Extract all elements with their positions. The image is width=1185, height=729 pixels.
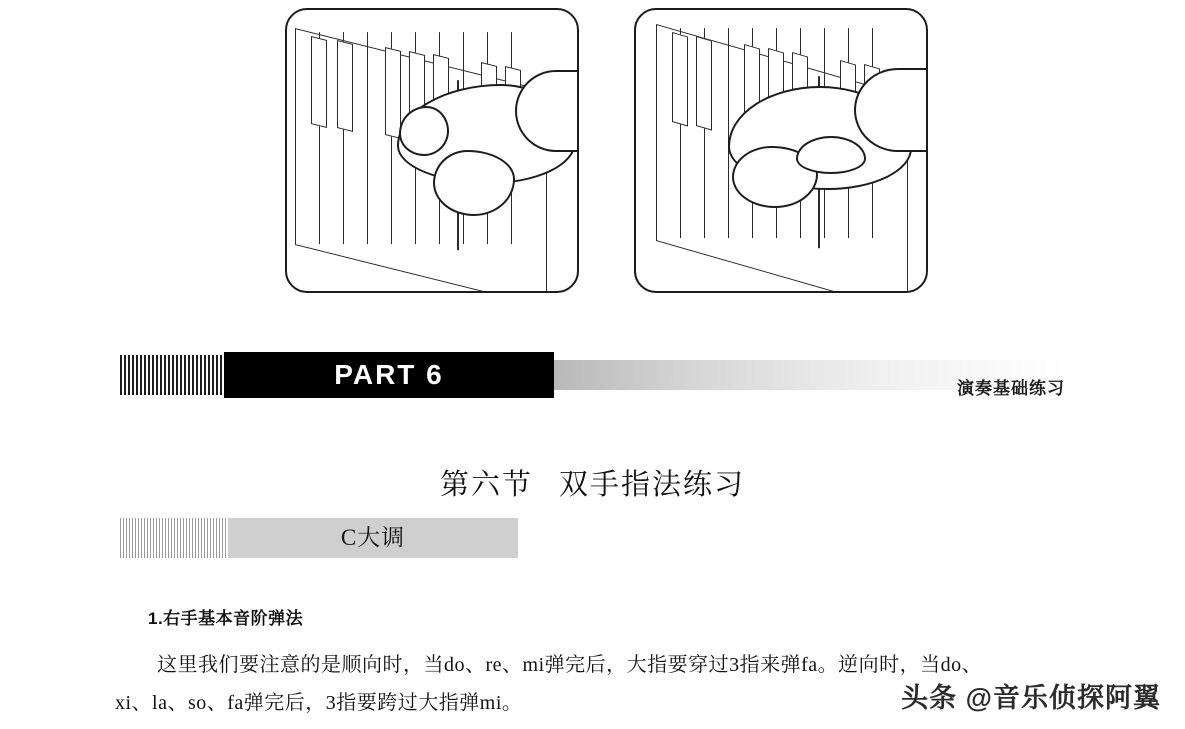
- section-name: 双手指法练习: [559, 469, 746, 501]
- subheading: 1.右手基本音阶弹法: [148, 609, 304, 628]
- section-number: 第六节: [439, 469, 533, 501]
- paragraph-line-1: 这里我们要注意的是顺向时，当do、re、mi弹完后，大指要穿过3指来弹fa。逆向时，当do、: [157, 654, 983, 676]
- paragraph-line-2: xi、la、so、fa弹完后，3指要跨过大指弹mi。: [115, 692, 523, 714]
- key-signature-bar: [120, 518, 518, 558]
- part-label-block: [224, 352, 554, 398]
- illustration-left: [285, 8, 579, 293]
- piano-keyboard-drawing-left: [287, 10, 577, 291]
- page-title: [0, 462, 1185, 503]
- part-label: PART 6: [334, 359, 444, 390]
- illustration-row: [0, 8, 1185, 293]
- banner-hatch-decoration: [120, 355, 224, 395]
- illustration-right: [634, 8, 928, 293]
- finger-outline-right: [796, 136, 866, 174]
- part-banner: [120, 352, 1065, 398]
- key-signature-label: C大调: [340, 525, 406, 550]
- finger-outline-left: [399, 106, 449, 156]
- watermark: 头条 @音乐侦探阿翼: [901, 683, 1161, 713]
- banner-right-caption: 演奏基础练习: [957, 379, 1065, 398]
- piano-keyboard-drawing-right: [636, 10, 926, 291]
- keybar-hatch-decoration: [120, 518, 228, 558]
